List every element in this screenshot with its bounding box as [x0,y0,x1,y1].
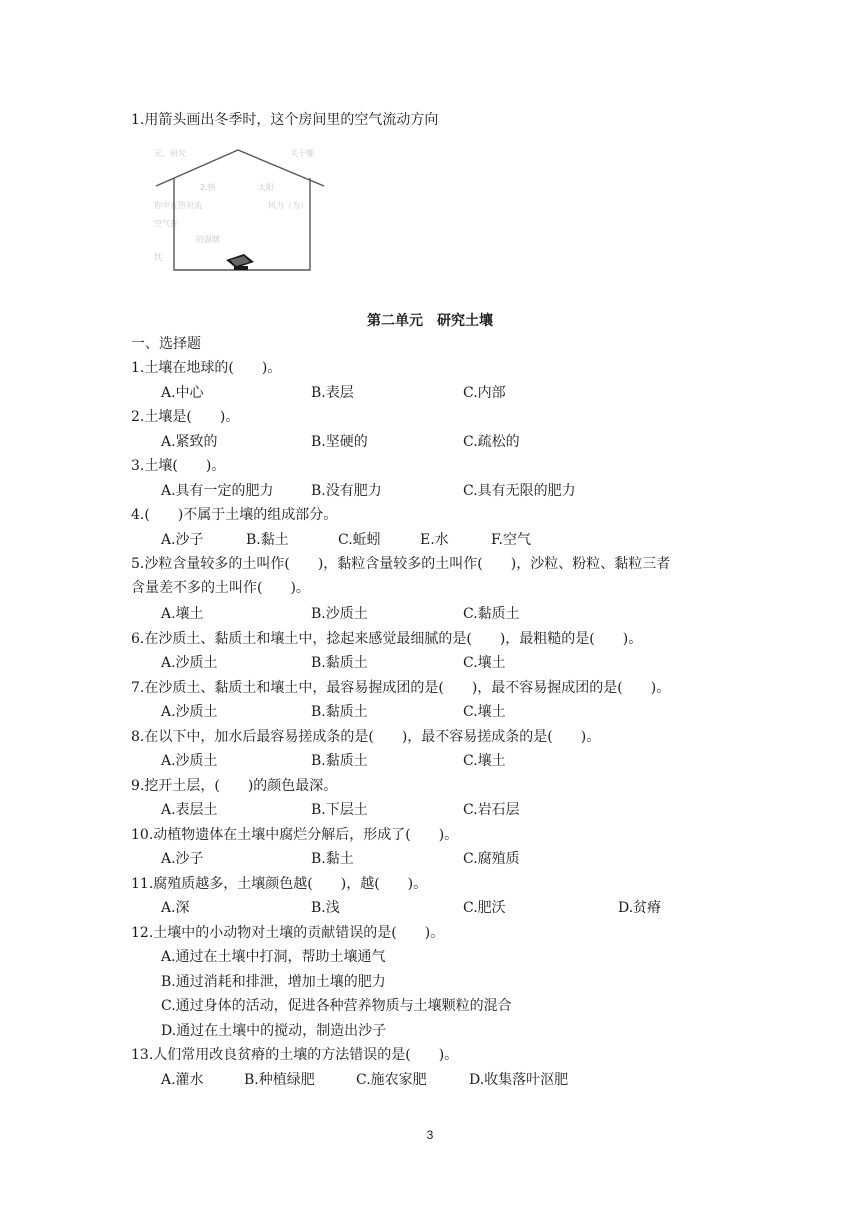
answer-option: C.疏松的 [463,434,520,450]
unit-title: 第二单元 研究土壤 [367,313,493,329]
answer-option: A.灌水 [161,1072,204,1088]
answer-option: A.沙子 [161,532,204,548]
question-stem: 4.( )不属于土壤的组成部分。 [131,507,338,523]
answer-option: D.收集落叶沤肥 [469,1072,569,1088]
answer-option: C.黏质土 [463,606,520,622]
answer-option: C.蚯蚓 [338,532,381,548]
option-row [161,947,801,967]
question-stem: 1.土壤在地球的( )。 [131,360,282,376]
question-stem: 7.在沙质土、黏质土和壤土中，最容易握成团的是( )，最不容易握成团的是( )。 [131,680,671,696]
answer-option: C.内部 [463,385,506,401]
question-stem: 3.土壤( )。 [131,458,226,474]
answer-option: C.壤土 [463,753,506,769]
answer-option: C.通过身体的活动，促进各种营养物质与土壤颗粒的混合 [161,998,512,1014]
answer-option: A.具有一定的肥力 [161,483,274,499]
answer-option: A.沙质土 [161,655,218,671]
option-row [161,702,801,722]
option-row [161,432,801,452]
question-stem: 10.动植物遗体在土壤中腐烂分解后，形成了( )。 [131,827,459,843]
answer-option: B.沙质土 [311,606,368,622]
answer-option: B.表层 [311,385,354,401]
option-row [161,1021,801,1041]
option-row [161,530,801,550]
answer-option: C.壤土 [463,704,506,720]
question-stem: 8.在以下中，加水后最容易搓成条的是( )，最不容易搓成条的是( )。 [131,729,601,745]
answer-option: A.深 [161,900,190,916]
option-row [161,604,801,624]
question-stem: 11.腐殖质越多，土壤颜色越( )，越( )。 [131,876,428,892]
answer-option: A.壤土 [161,606,204,622]
bleed-text: 空气在 [154,219,178,228]
option-row [161,972,801,992]
bleed-text: 的温暖 [196,235,220,244]
option-row [161,1070,801,1090]
answer-option: A.沙质土 [161,753,218,769]
answer-option: A.沙子 [161,851,204,867]
question-stem: 9.挖开土层，( )的颜色最深。 [131,778,338,794]
answer-option: B.黏质土 [311,753,368,769]
question-stem: 12.土壤中的小动物对土壤的贡献错误的是( )。 [131,925,445,941]
answer-option: A.紧致的 [161,434,218,450]
answer-option: D.通过在土壤中的搅动，制造出沙子 [161,1023,387,1039]
option-row [161,383,801,403]
answer-option: A.沙质土 [161,704,218,720]
answer-option: C.壤土 [463,655,506,671]
answer-option: B.种植绿肥 [244,1072,315,1088]
question-stem: 含量差不多的土叫作( )。 [131,580,310,596]
house-figure [150,142,332,282]
question-stem: 6.在沙质土、黏质土和壤土中，捻起来感觉最细腻的是( )，最粗糙的是( )。 [131,631,643,647]
answer-option: B.黏质土 [311,704,368,720]
option-row [161,751,801,771]
question-stem: 2.土壤是( )。 [131,409,240,425]
option-row [161,481,801,501]
answer-option: B.通过消耗和排泄，增加土壤的肥力 [161,974,386,990]
answer-option: B.下层土 [311,802,368,818]
answer-option: C.施农家肥 [356,1072,427,1088]
answer-option: C.肥沃 [463,900,506,916]
answer-option: D.贫瘠 [618,900,662,916]
answer-option: F.空气 [491,532,531,548]
option-row [161,849,801,869]
answer-option: B.浅 [311,900,340,916]
page-number: 3 [426,1128,434,1142]
option-row [161,653,801,673]
answer-option: B.坚硬的 [311,434,368,450]
option-row [161,898,801,918]
answer-option: B.黏质土 [311,655,368,671]
answer-option: B.没有肥力 [311,483,382,499]
bleed-text: 太阳 [258,183,274,192]
answer-option: B.黏土 [311,851,354,867]
bleed-text: 关于哪 [290,149,314,158]
answer-option: A.表层土 [161,802,218,818]
bleed-text: 风力（为） [268,201,308,210]
prev-question-text: 1.用箭头画出冬季时，这个房间里的空气流动方向 [131,112,439,128]
section-title: 一、选择题 [131,336,201,352]
stove-icon [226,254,254,270]
bleed-text: 你中在热对流 [154,201,202,210]
answer-option: C.腐殖质 [463,851,520,867]
question-stem: 5.沙粒含量较多的土叫作( )，黏粒含量较多的土叫作( )，沙粒、粉粒、黏粒三者 [131,556,671,572]
answer-option: A.中心 [161,385,204,401]
answer-option: C.具有无限的肥力 [463,483,576,499]
bleed-text: 2.热 [200,183,216,192]
answer-option: E.水 [420,532,449,548]
answer-option: A.通过在土壤中打洞，帮助土壤通气 [161,949,386,965]
bleed-text: 铁 [154,253,162,262]
option-row [161,996,801,1016]
question-stem: 13.人们常用改良贫瘠的土壤的方法错误的是( )。 [131,1047,459,1063]
option-row [161,800,801,820]
bleed-text: 元、研究 [154,149,186,158]
answer-option: C.岩石层 [463,802,520,818]
answer-option: B.黏土 [246,532,289,548]
